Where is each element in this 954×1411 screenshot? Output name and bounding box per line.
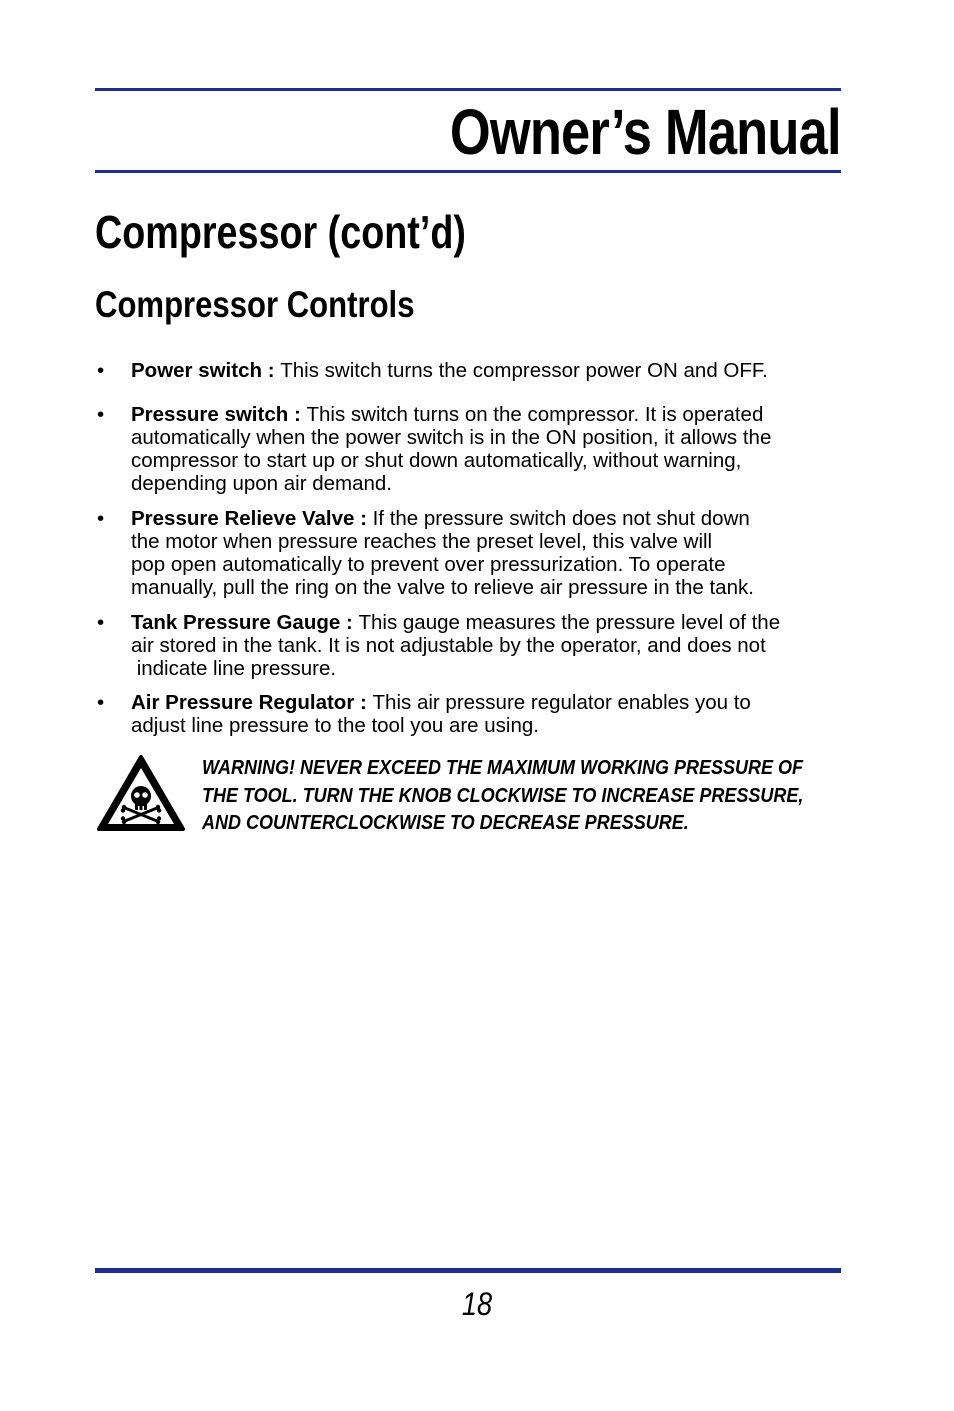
item-term: Air Pressure Regulator :	[131, 691, 373, 714]
item-text: adjust line pressure to the tool you are using.	[131, 714, 539, 737]
list-item-air-pressure-regulator	[97, 691, 843, 737]
header-top-rule	[95, 88, 841, 91]
item-text: This air pressure regulator enables you to	[372, 691, 751, 714]
warning-text	[202, 755, 847, 838]
bullet: •	[97, 359, 105, 382]
item-text: automatically when the power switch is in the ON position, it allows the	[131, 426, 772, 449]
item-text: indicate line pressure.	[131, 657, 337, 680]
item-text: This switch turns the compressor power ON and OFF.	[280, 359, 768, 382]
item-text: manually, pull the ring on the valve to relieve air pressure in the tank.	[131, 576, 754, 599]
bullet: •	[97, 611, 105, 634]
manual-title: Owner’s Manual	[450, 96, 841, 168]
item-term: Tank Pressure Gauge :	[131, 611, 359, 634]
item-text: depending upon air demand.	[131, 472, 393, 495]
warning-line: AND COUNTERCLOCKWISE TO DECREASE PRESSURE.	[202, 812, 689, 834]
item-text: the motor when pressure reaches the preset level, this valve will	[131, 530, 713, 553]
list-item-pressure-relieve-valve	[97, 507, 843, 599]
item-term: Pressure Relieve Valve :	[131, 507, 373, 530]
bullet: •	[97, 691, 105, 714]
subsection-title: Compressor Controls	[95, 284, 415, 325]
item-text: pop open automatically to prevent over pressurization. To operate	[131, 553, 726, 576]
item-text: air stored in the tank. It is not adjustable by the operator, and does not	[131, 634, 766, 657]
item-term: Power switch :	[131, 359, 281, 382]
footer-rule	[95, 1268, 841, 1273]
item-text: This switch turns on the compressor. It is operated	[306, 403, 764, 426]
list-item-pressure-switch	[97, 403, 843, 495]
header-bottom-rule	[95, 170, 841, 173]
warning-line: WARNING! NEVER EXCEED THE MAXIMUM WORKING PRESSURE OF	[202, 757, 804, 779]
item-term: Pressure switch :	[131, 403, 307, 426]
list-item-tank-pressure-gauge	[97, 611, 843, 680]
bullet: •	[97, 507, 105, 530]
page-number: 18	[461, 1286, 493, 1322]
item-text: This gauge measures the pressure level of the	[358, 611, 781, 634]
bullet: •	[97, 403, 105, 426]
item-text: If the pressure switch does not shut down	[372, 507, 750, 530]
item-text: compressor to start up or shut down automatically, without warning,	[131, 449, 742, 472]
warning-line: THE TOOL. TURN THE KNOB CLOCKWISE TO INCREASE PRESSURE,	[202, 784, 804, 807]
list-item-power-switch	[97, 359, 843, 382]
section-title: Compressor (cont’d)	[95, 206, 466, 258]
skull-crossbones-warning-icon	[96, 754, 186, 832]
